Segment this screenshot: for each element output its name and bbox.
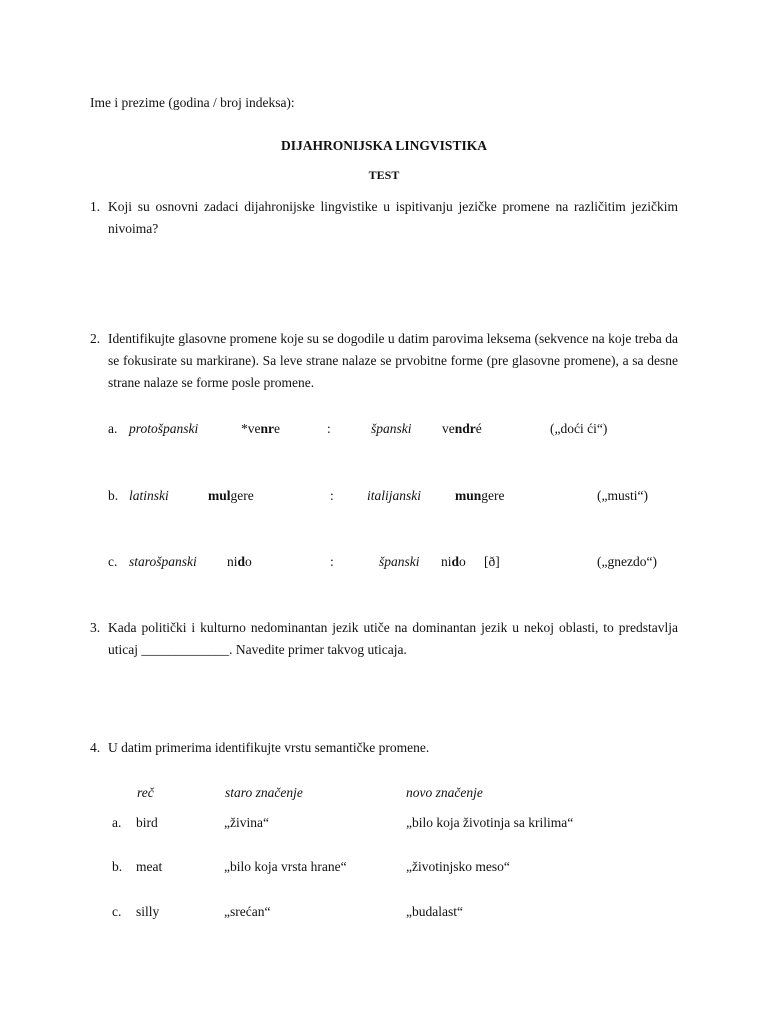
question-number: 2.: [90, 331, 101, 346]
source-form: nido: [227, 554, 252, 569]
gloss: („doći ći“): [550, 421, 608, 436]
answer-blank: _____________: [141, 642, 230, 657]
row-new-meaning: „bilo koja životinja sa krilima“: [406, 815, 574, 830]
question-number: 3.: [90, 620, 101, 635]
item-letter: a.: [108, 421, 118, 436]
item-letter: c.: [108, 554, 118, 569]
column-header-old-meaning: staro značenje: [225, 785, 303, 800]
target-language: italijanski: [367, 488, 421, 503]
question-3-text: Kada politički i kulturno nedominantan jezik utiče na dominantan jezik u nekoj oblasti, to predstavlja uticaj _____________. Navedite primer takvog uticaja.: [108, 620, 678, 657]
source-language: latinski: [129, 488, 169, 503]
ipa-transcription: [ð]: [484, 554, 500, 569]
page-subtitle: TEST: [368, 168, 400, 182]
row-old-meaning: „srećan“: [224, 904, 271, 919]
target-form: nido: [441, 554, 466, 569]
source-language: protošpanski: [129, 421, 199, 436]
row-old-meaning: „živina“: [224, 815, 269, 830]
question-number: 4.: [90, 740, 101, 755]
target-form: mungere: [455, 488, 505, 503]
target-language: španski: [379, 554, 420, 569]
question-4-text: U datim primerima identifikujte vrstu semantičke promene.: [108, 740, 430, 755]
separator-colon: :: [330, 554, 334, 569]
target-language: španski: [371, 421, 412, 436]
name-line: Ime i prezime (godina / broj indeksa):: [90, 95, 295, 110]
question-number: 1.: [90, 199, 101, 214]
row-word: meat: [136, 859, 163, 874]
target-form: vendré: [442, 421, 482, 436]
row-word: bird: [136, 815, 158, 830]
row-letter: a.: [112, 815, 122, 830]
question-1-text: Koji su osnovni zadaci dijahronijske lingvistike u ispitivanju jezičke promene na različitim jezičkim nivoima?: [108, 199, 678, 236]
source-form: *venre: [241, 421, 280, 436]
item-letter: b.: [108, 488, 119, 503]
row-old-meaning: „bilo koja vrsta hrane“: [224, 859, 347, 874]
column-header-word: reč: [137, 785, 154, 800]
separator-colon: :: [330, 488, 334, 503]
gloss: („gnezdo“): [597, 554, 657, 569]
page-title: DIJAHRONIJSKA LINGVISTIKA: [281, 138, 487, 153]
column-header-new-meaning: novo značenje: [406, 785, 483, 800]
row-new-meaning: „budalast“: [406, 904, 463, 919]
question-2-text: Identifikujte glasovne promene koje su se dogodile u datim parovima leksema (sekvence na koje treba da se fokusirate su markirane). Sa leve strane nalaze se prvobitne forme (pre glasovne promene), a sa desne strane nalaze se forme posle promene.: [108, 331, 678, 390]
source-language: starošpanski: [129, 554, 197, 569]
gloss: („musti“): [597, 488, 648, 503]
row-new-meaning: „životinjsko meso“: [406, 859, 510, 874]
source-form: mulgere: [208, 488, 254, 503]
row-word: silly: [136, 904, 160, 919]
separator-colon: :: [327, 421, 331, 436]
row-letter: c.: [112, 904, 122, 919]
row-letter: b.: [112, 859, 123, 874]
